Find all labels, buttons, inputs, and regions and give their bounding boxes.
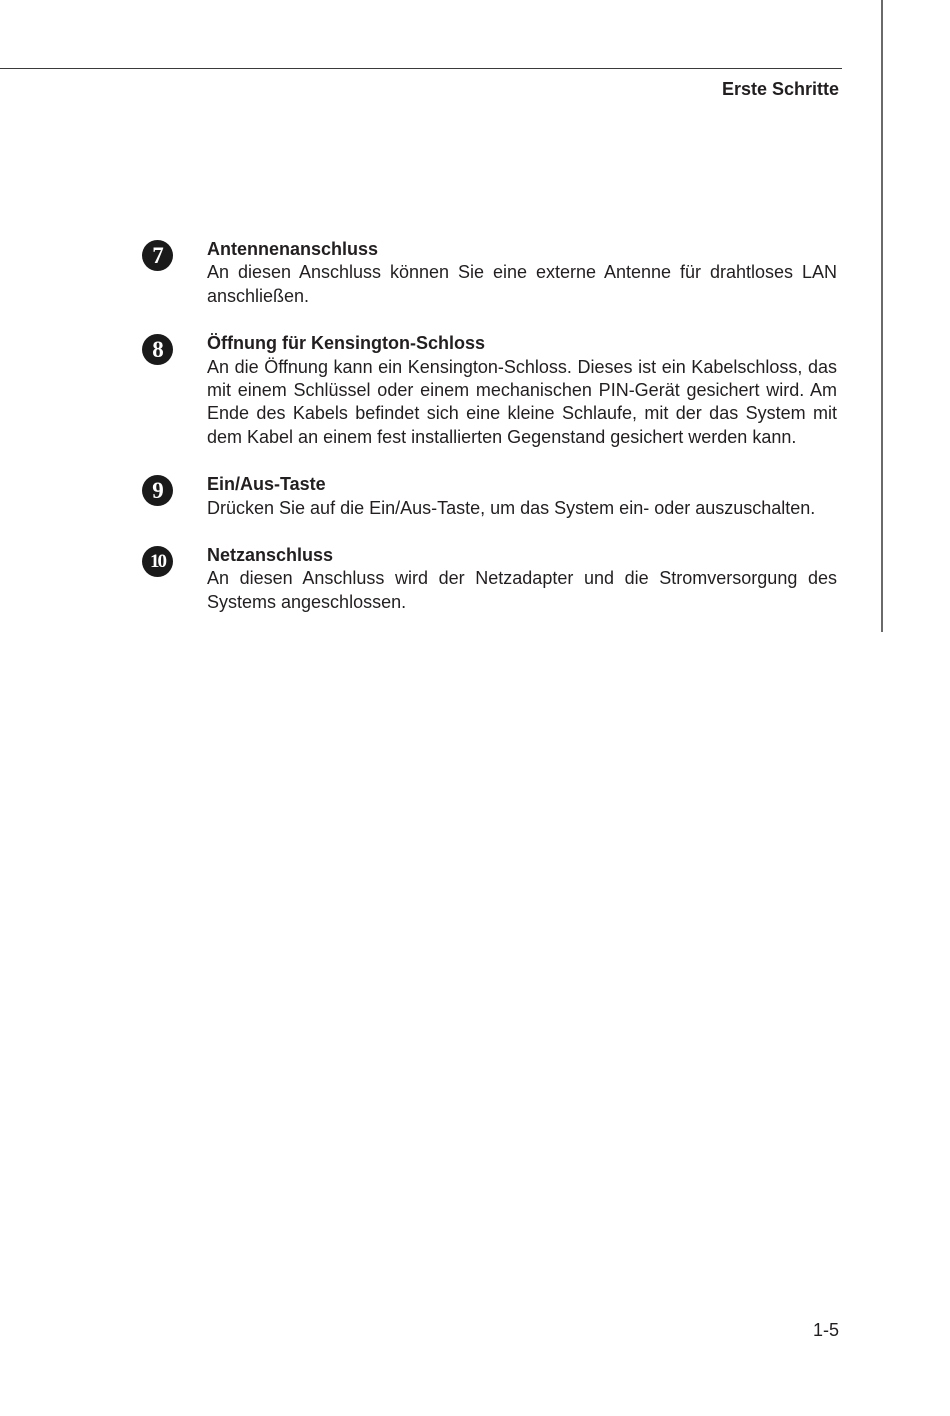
item-title: Antennenanschluss <box>207 239 379 259</box>
header-rule <box>0 68 842 69</box>
list-item-power-connector <box>0 544 950 614</box>
number-badge: 9 <box>142 475 173 506</box>
item-title: Netzanschluss <box>207 545 334 566</box>
item-text: An diesen Anschluss können Sie eine externe Antenne für drahtloses LAN anschließen. <box>207 262 837 306</box>
number-badge: 8 <box>142 334 173 365</box>
item-title: Öffnung für Kensington-Schloss <box>207 333 485 354</box>
list-item-antenna <box>0 238 950 308</box>
number-badge: 10 <box>142 546 173 577</box>
item-text: An diesen Anschluss wird der Netzadapter und die Stromversorgung des Systems angeschlossen. <box>207 568 837 612</box>
item-text: An die Öffnung kann ein Kensington-Schloss. Dieses ist ein Kabelschloss, das mit einem Schlüssel oder einem mechanischen PIN-Gerät gesichert wird. Am Ende des Kabels befindet sich eine kleine Schlaufe, mit der das System mit dem Kabel an einem fest installierten Gegenstand gesichert werden kann. <box>207 356 837 447</box>
feature-list <box>0 238 950 638</box>
item-title: Ein/Aus-Taste <box>207 474 326 495</box>
page-number: 1-5 <box>812 1320 839 1340</box>
item-content <box>207 473 837 520</box>
section-title: Erste Schritte <box>721 79 839 99</box>
item-text: Drücken Sie auf die Ein/Aus-Taste, um das System ein- oder auszuschalten. <box>207 497 816 518</box>
item-content <box>207 238 837 308</box>
list-item-power-button <box>0 473 950 520</box>
number-badge: 7 <box>142 240 173 271</box>
list-item-kensington <box>0 332 950 449</box>
item-content <box>207 544 837 614</box>
item-content <box>207 332 837 449</box>
